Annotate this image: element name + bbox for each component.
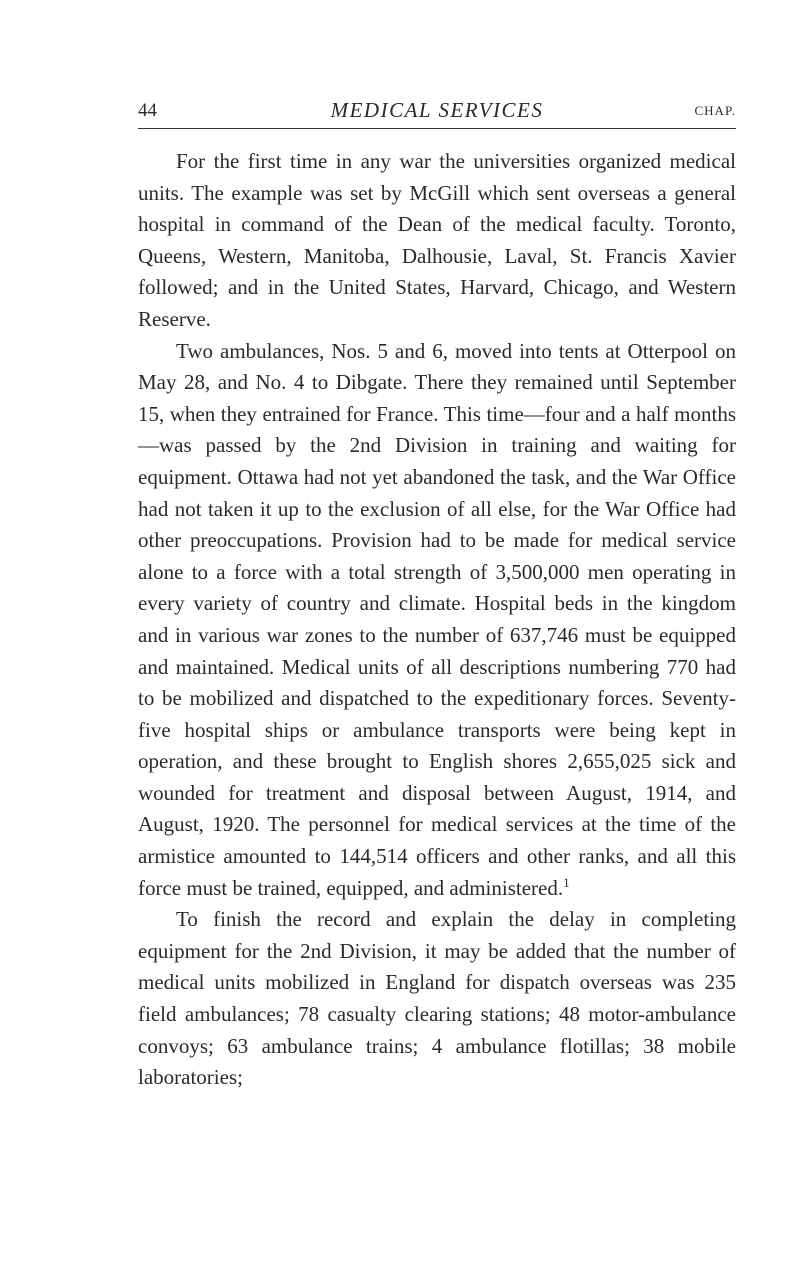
paragraph-text: To finish the record and explain the delay in completing equipment for the 2nd Division, it may be added that the number of medical units mobilized in England for dispatch overseas was 235 field ambulances; 78 casualty clearing stations; 48 motor-ambulance convoys; 63 ambulance trains; 4 ambulance flotillas; 38 mobile laboratories;	[138, 907, 736, 1090]
page-number: 44	[138, 100, 157, 121]
running-title: MEDICAL SERVICES	[330, 98, 544, 122]
footnote-reference[interactable]: 1	[563, 874, 570, 890]
body-text	[138, 146, 736, 1094]
running-header	[138, 96, 736, 129]
chapter-marker: CHAP.	[694, 103, 736, 118]
paragraph-universities	[138, 146, 736, 336]
paragraph-ambulances	[138, 336, 736, 905]
paragraph-text: For the first time in any war the universities organized medical units. The example was set by McGill which sent overseas a general hospital in command of the Dean of the medical faculty. Toronto, Queens, Western, Manitoba, Dalhousie, Laval, St. Francis Xavier followed; and in the United States, Harvard, Chicago, and Western Reserve.	[138, 149, 736, 331]
paragraph-record	[138, 904, 736, 1094]
paragraph-text: Two ambulances, Nos. 5 and 6, moved into tents at Otterpool on May 28, and No. 4 to Dibgate. There they remained until September 15, when they entrained for France. This time—four and a half months—was passed by the 2nd Division in training and waiting for equipment. Ottawa had not yet abandoned the task, and the War Office had not taken it up to the exclusion of all else, for the War Office had other preoccupations. Provision had to be made for medical service alone to a force with a total strength of 3,500,000 men operating in every variety of country and climate. Hospital beds in the kingdom and in various war zones to the number of 637,746 must be equipped and maintained. Medical units of all descriptions numbering 770 had to be mobilized and dispatched to the expeditionary forces. Seventy-five hospital ships or ambulance transports were being kept in operation, and these brought to English shores 2,655,025 sick and wounded for treatment and disposal between August, 1914, and August, 1920. The personnel for medical services at the time of the armistice amounted to 144,514 officers and other ranks, and all this force must be trained, equipped, and administered.	[138, 338, 736, 900]
